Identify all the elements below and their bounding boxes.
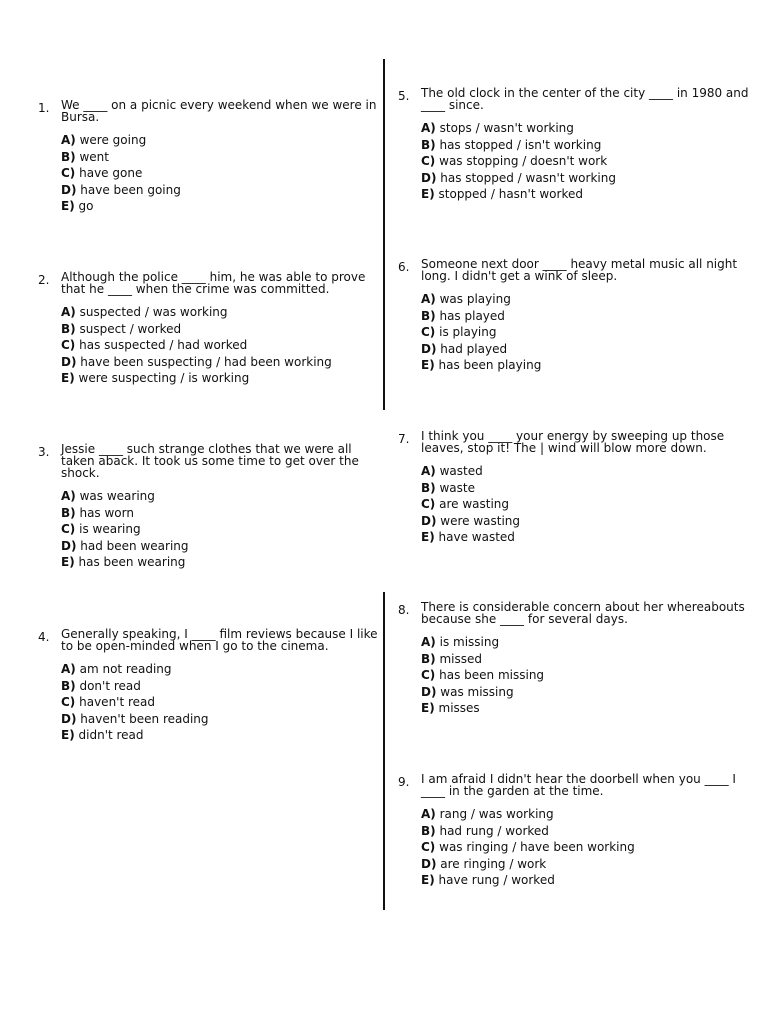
option-a[interactable] (61, 488, 381, 505)
option-letter: D) (61, 182, 77, 197)
question-8 (398, 600, 751, 717)
option-b[interactable] (421, 480, 751, 497)
option-text: haven't been reading (80, 711, 209, 726)
option-letter: B) (61, 505, 76, 520)
question-text: We ____ on a picnic every weekend when we were in Bursa. (61, 98, 377, 124)
option-letter: C) (421, 497, 436, 511)
question-5 (398, 86, 751, 203)
option-d[interactable] (61, 182, 381, 199)
option-a[interactable] (421, 120, 751, 137)
option-text: didn't read (78, 728, 144, 742)
option-letter: E) (421, 701, 435, 715)
question-number: 1. (38, 101, 50, 115)
option-text: were going (79, 133, 147, 147)
option-text: went (79, 149, 109, 164)
option-b[interactable] (421, 823, 751, 840)
option-letter: E) (61, 728, 75, 742)
option-text: has suspected / had worked (79, 338, 248, 352)
option-text: stops / wasn't working (439, 121, 574, 135)
question-7 (398, 429, 751, 546)
option-text: has stopped / wasn't working (440, 170, 616, 185)
column-divider-top (383, 59, 385, 410)
option-c[interactable] (421, 153, 751, 170)
option-b[interactable] (61, 321, 381, 338)
option-letter: D) (421, 513, 437, 528)
option-letter: D) (421, 684, 437, 699)
option-e[interactable] (421, 186, 751, 203)
question-text: I am afraid I didn't hear the doorbell when you ____ I ____ in the garden at the time. (421, 772, 736, 798)
option-text: have been going (80, 182, 181, 197)
option-e[interactable] (61, 370, 381, 387)
option-d[interactable] (421, 170, 751, 187)
option-d[interactable] (61, 538, 381, 555)
option-e[interactable] (61, 727, 381, 744)
question-number: 2. (38, 273, 50, 287)
option-text: have wasted (438, 530, 515, 544)
option-c[interactable] (421, 324, 751, 341)
option-a[interactable] (61, 661, 381, 678)
question-text: There is considerable concern about her whereabouts because she ____ for several days. (421, 600, 745, 626)
option-letter: C) (61, 338, 76, 352)
option-letter: A) (61, 489, 76, 503)
option-b[interactable] (421, 651, 751, 668)
option-letter: B) (61, 321, 76, 336)
option-d[interactable] (421, 513, 751, 530)
option-text: suspected / was working (79, 305, 228, 319)
question-text: Generally speaking, I ____ film reviews because I like to be open-minded when I go to the cinema. (61, 627, 378, 653)
question-number: 7. (398, 432, 410, 446)
option-text: were suspecting / is working (78, 371, 250, 385)
option-letter: B) (421, 651, 436, 666)
option-b[interactable] (61, 505, 381, 522)
option-text: stopped / hasn't worked (438, 187, 583, 201)
question-9 (398, 772, 751, 889)
option-text: was stopping / doesn't work (439, 154, 608, 168)
option-letter: A) (421, 292, 436, 306)
option-letter: B) (421, 308, 436, 323)
option-b[interactable] (421, 137, 751, 154)
option-d[interactable] (61, 354, 381, 371)
question-3 (38, 442, 381, 571)
option-e[interactable] (421, 872, 751, 889)
option-letter: A) (421, 807, 436, 821)
question-text: I think you ____ your energy by sweeping up those leaves, stop it! The | wind will blow more down. (421, 429, 725, 455)
option-text: have been suspecting / had been working (80, 354, 332, 369)
column-divider-bottom (383, 592, 385, 910)
option-c[interactable] (421, 839, 751, 856)
option-letter: E) (421, 187, 435, 201)
option-d[interactable] (421, 341, 751, 358)
option-e[interactable] (61, 198, 381, 215)
option-text: had played (440, 341, 508, 356)
option-c[interactable] (61, 337, 381, 354)
option-text: have gone (79, 166, 143, 180)
option-text: has played (439, 308, 505, 323)
option-text: is wearing (79, 522, 141, 536)
option-e[interactable] (421, 700, 751, 717)
option-text: wasted (439, 464, 483, 478)
option-text: had been wearing (80, 538, 189, 553)
option-letter: B) (421, 823, 436, 838)
option-text: was missing (440, 684, 514, 699)
question-6 (398, 257, 751, 374)
option-text: rang / was working (439, 807, 554, 821)
option-text: has been playing (438, 358, 542, 372)
option-letter: D) (421, 856, 437, 871)
question-1 (38, 98, 381, 215)
option-text: has been missing (439, 668, 545, 682)
option-text: haven't read (79, 695, 156, 709)
question-number: 4. (38, 630, 50, 644)
question-2 (38, 270, 381, 387)
option-letter: E) (61, 371, 75, 385)
option-text: was wearing (79, 489, 155, 503)
option-letter: E) (421, 358, 435, 372)
option-text: am not reading (79, 662, 172, 676)
option-letter: C) (61, 695, 76, 709)
option-letter: A) (421, 464, 436, 478)
option-text: misses (438, 701, 480, 715)
option-letter: C) (61, 166, 76, 180)
option-letter: D) (421, 170, 437, 185)
option-letter: E) (61, 555, 75, 569)
question-4 (38, 627, 381, 744)
option-text: don't read (79, 678, 141, 693)
option-d[interactable] (421, 856, 751, 873)
question-text: Although the police ____ him, he was able to prove that he ____ when the crime was committed. (61, 270, 366, 296)
option-d[interactable] (421, 684, 751, 701)
option-letter: D) (421, 341, 437, 356)
option-text: has been wearing (78, 555, 186, 569)
option-letter: A) (61, 133, 76, 147)
question-number: 3. (38, 445, 50, 459)
option-c[interactable] (61, 694, 381, 711)
option-text: missed (439, 651, 482, 666)
option-text: has worn (79, 505, 134, 520)
option-text: are ringing / work (440, 856, 547, 871)
option-letter: C) (61, 522, 76, 536)
option-text: was playing (439, 292, 511, 306)
option-letter: C) (421, 154, 436, 168)
option-letter: B) (61, 678, 76, 693)
question-number: 5. (398, 89, 410, 103)
option-text: was ringing / have been working (439, 840, 635, 854)
option-c[interactable] (421, 667, 751, 684)
option-letter: D) (61, 711, 77, 726)
option-text: go (78, 199, 94, 213)
option-letter: B) (61, 149, 76, 164)
option-d[interactable] (61, 711, 381, 728)
option-letter: E) (421, 530, 435, 544)
option-text: were wasting (440, 513, 521, 528)
option-letter: C) (421, 668, 436, 682)
option-letter: B) (421, 480, 436, 495)
option-letter: B) (421, 137, 436, 152)
option-letter: A) (61, 662, 76, 676)
option-text: suspect / worked (79, 321, 182, 336)
option-c[interactable] (61, 165, 381, 182)
option-letter: A) (61, 305, 76, 319)
option-a[interactable] (61, 304, 381, 321)
option-text: have rung / worked (438, 873, 555, 887)
option-letter: A) (421, 121, 436, 135)
option-text: waste (439, 480, 475, 495)
option-c[interactable] (61, 521, 381, 538)
question-number: 8. (398, 603, 410, 617)
option-e[interactable] (421, 357, 751, 374)
option-letter: D) (61, 354, 77, 369)
option-text: has stopped / isn't working (439, 137, 602, 152)
option-text: had rung / worked (439, 823, 549, 838)
option-letter: C) (421, 325, 436, 339)
option-a[interactable] (421, 806, 751, 823)
option-e[interactable] (421, 529, 751, 546)
option-letter: A) (421, 635, 436, 649)
question-number: 9. (398, 775, 410, 789)
question-text: The old clock in the center of the city ____ in 1980 and ____ since. (421, 86, 749, 112)
option-a[interactable] (421, 634, 751, 651)
option-e[interactable] (61, 554, 381, 571)
option-b[interactable] (421, 308, 751, 325)
question-number: 6. (398, 260, 410, 274)
option-b[interactable] (61, 149, 381, 166)
option-a[interactable] (421, 291, 751, 308)
option-text: is playing (439, 325, 497, 339)
option-b[interactable] (61, 678, 381, 695)
question-text: Someone next door ____ heavy metal music all night long. I didn't get a wink of sleep. (421, 257, 738, 283)
option-letter: E) (421, 873, 435, 887)
question-text: Jessie ____ such strange clothes that we were all taken aback. It took us some time to get over the shock. (61, 442, 359, 480)
option-a[interactable] (61, 132, 381, 149)
option-text: are wasting (439, 497, 510, 511)
option-a[interactable] (421, 463, 751, 480)
option-c[interactable] (421, 496, 751, 513)
option-text: is missing (439, 635, 500, 649)
option-letter: C) (421, 840, 436, 854)
option-letter: D) (61, 538, 77, 553)
option-letter: E) (61, 199, 75, 213)
